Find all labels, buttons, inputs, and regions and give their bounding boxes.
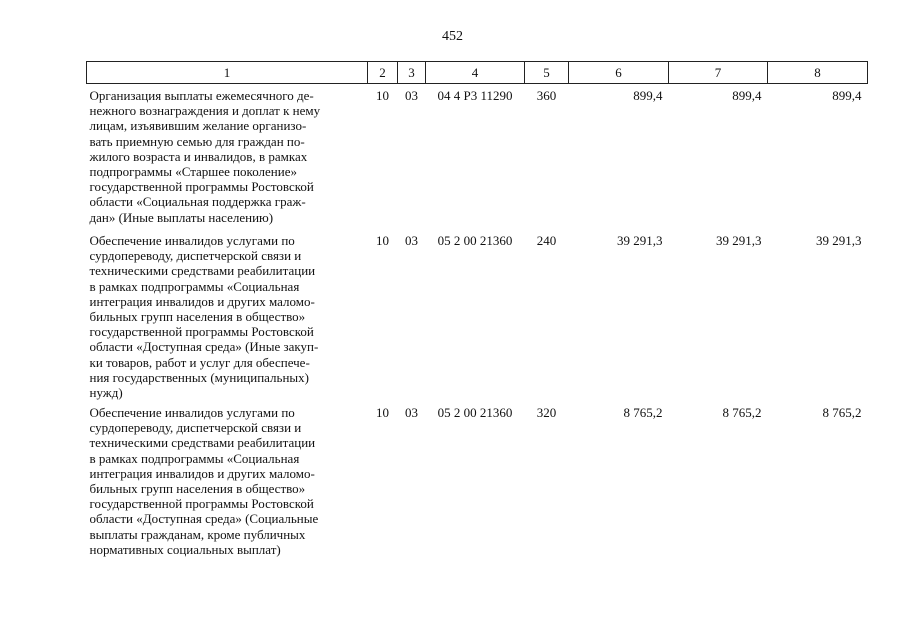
row-value-col7: 899,4 <box>732 88 762 103</box>
description-line: ки товаров, работ и услуг для обеспече- <box>89 354 310 370</box>
row-description <box>87 84 368 230</box>
description-line: в рамках подпрограммы «Социальная <box>89 278 300 294</box>
row-value-col6: 8 765,2 <box>623 405 663 420</box>
description-line: бильных групп населения в общество» <box>89 481 306 497</box>
row-description <box>87 401 368 565</box>
row-expense-type: 360 <box>536 88 557 103</box>
table-row <box>87 84 868 230</box>
row-value-col7: 39 291,3 <box>716 233 762 248</box>
description-line: дан» (Иные выплаты населению) <box>89 209 274 225</box>
description-line: интеграция инвалидов и других маломо- <box>89 293 315 309</box>
row-section: 10 <box>376 233 389 248</box>
description-line: жилого возраста и инвалидов, в рамках <box>89 148 308 164</box>
header-col-4: 4 <box>426 62 525 84</box>
header-col-7: 7 <box>669 62 768 84</box>
row-target-article: 04 4 P3 11290 <box>437 88 513 103</box>
description-line: Организация выплаты ежемесячного де- <box>89 88 314 103</box>
description-line: области «Доступная среда» (Иные закуп- <box>89 339 319 355</box>
header-col-6: 6 <box>569 62 669 84</box>
row-value-col6: 899,4 <box>633 88 663 103</box>
row-expense-type: 240 <box>536 233 557 248</box>
description-line: выплаты гражданам, кроме публичных <box>89 526 306 542</box>
description-line: государственной программы Ростовской <box>89 324 314 340</box>
description-line: лицам, изъявившим желание организо- <box>89 118 307 134</box>
row-target-article: 05 2 00 21360 <box>437 233 513 248</box>
page-number: 452 <box>442 29 463 44</box>
header-col-3: 3 <box>398 62 426 84</box>
description-line: интеграция инвалидов и других маломо- <box>89 465 315 481</box>
header-col-2: 2 <box>368 62 398 84</box>
budget-table <box>86 61 868 565</box>
description-line: ния государственных (муниципальных) <box>89 369 309 385</box>
row-target-article: 05 2 00 21360 <box>437 405 513 420</box>
description-line: техническими средствами реабилитации <box>89 263 316 279</box>
row-section: 10 <box>376 405 389 420</box>
row-expense-type: 320 <box>536 405 557 420</box>
description-line: техническими средствами реабилитации <box>89 435 316 451</box>
description-line: области «Доступная среда» (Социальные <box>89 511 319 527</box>
description-line: в рамках подпрограммы «Социальная <box>89 450 300 466</box>
description-line: бильных групп населения в общество» <box>89 309 306 325</box>
row-value-col8: 899,4 <box>832 88 862 103</box>
header-col-5: 5 <box>525 62 569 84</box>
description-line: подпрограммы «Старшее поколение» <box>89 164 297 180</box>
header-col-8: 8 <box>768 62 868 84</box>
table-row <box>87 229 868 401</box>
row-value-col6: 39 291,3 <box>617 233 663 248</box>
description-line: государственной программы Ростовской <box>89 496 314 512</box>
description-line: области «Социальная поддержка граж- <box>89 194 306 210</box>
description-line: сурдопереводу, диспетчерской связи и <box>89 420 302 436</box>
table-row <box>87 401 868 565</box>
description-line: государственной программы Ростовской <box>89 179 314 195</box>
row-value-col8: 39 291,3 <box>816 233 862 248</box>
description-line: Обеспечение инвалидов услугами по <box>89 233 295 248</box>
description-line: сурдопереводу, диспетчерской связи и <box>89 248 302 264</box>
row-subsection: 03 <box>405 405 418 420</box>
header-row <box>87 62 868 84</box>
row-description <box>87 229 368 401</box>
description-line: Обеспечение инвалидов услугами по <box>89 405 295 420</box>
row-section: 10 <box>376 88 389 103</box>
row-subsection: 03 <box>405 88 418 103</box>
header-col-1: 1 <box>87 62 368 84</box>
row-subsection: 03 <box>405 233 418 248</box>
description-line: нужд) <box>89 385 123 401</box>
description-line: нормативных социальных выплат) <box>89 541 281 557</box>
description-line: нежного вознаграждения и доплат к нему <box>89 103 321 119</box>
description-line: вать приемную семью для граждан по- <box>89 133 305 149</box>
row-value-col7: 8 765,2 <box>722 405 762 420</box>
row-value-col8: 8 765,2 <box>822 405 862 420</box>
